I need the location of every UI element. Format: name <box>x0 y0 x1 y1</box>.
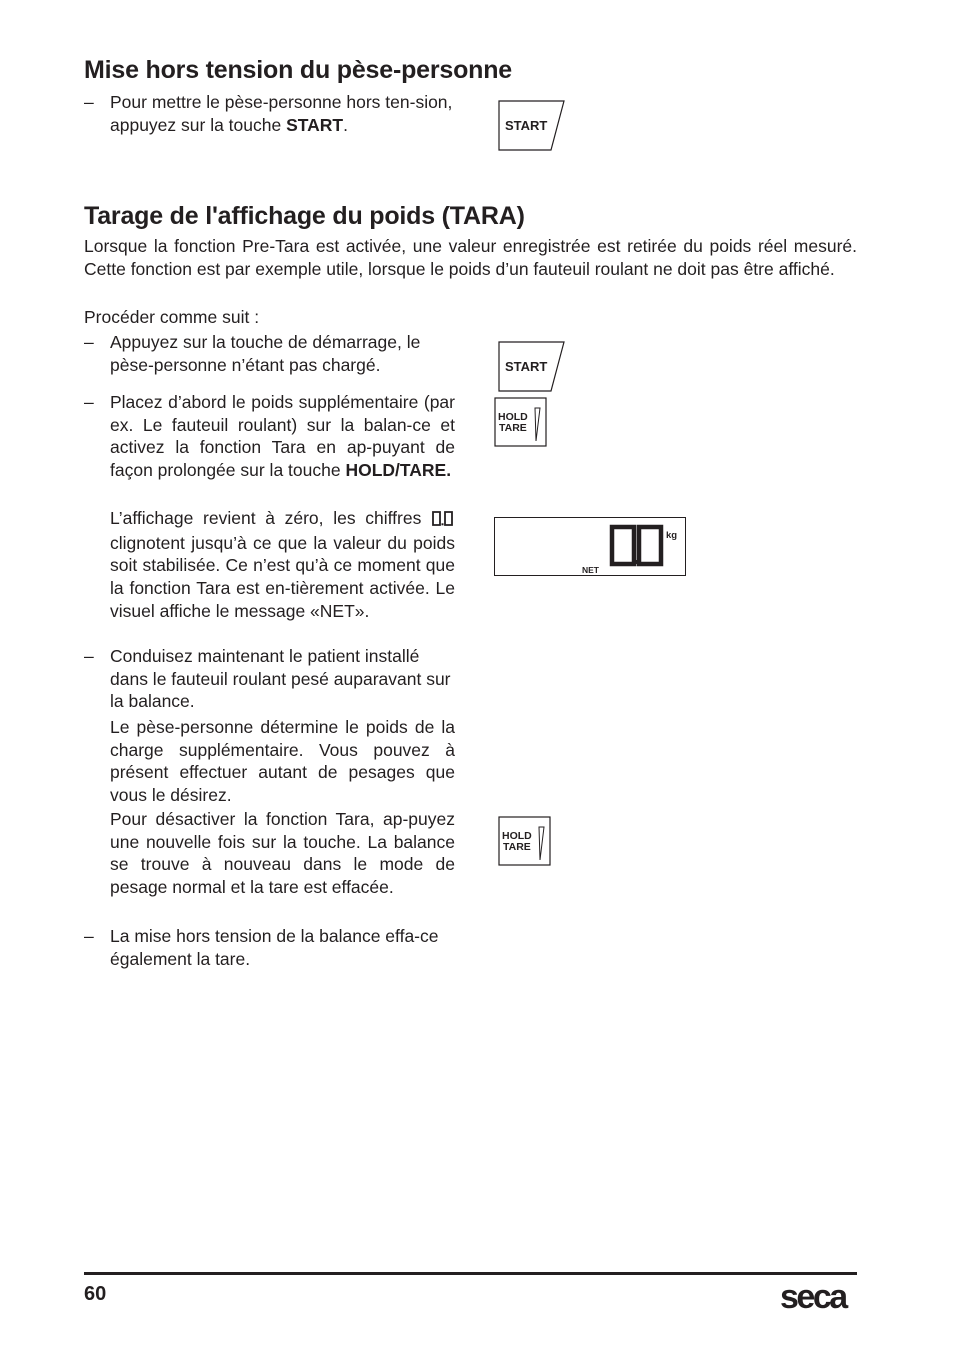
list-dash: – <box>84 332 94 352</box>
hold-key-label: HOLD <box>498 411 528 423</box>
proceed-text: Procéder comme suit : <box>84 307 260 327</box>
list-item-step-3 <box>84 645 455 713</box>
list-item-period: . <box>343 114 348 135</box>
list-dash: – <box>84 392 94 412</box>
brand-text: seca <box>780 1278 846 1312</box>
tare-key-label: TARE <box>503 841 531 853</box>
list-item-power-off <box>84 91 455 136</box>
hold-tare-key-icon <box>498 816 552 868</box>
display-net-indicator: NET <box>582 565 599 575</box>
hold-tare-key-icon <box>494 397 548 449</box>
list-item-text: Conduisez maintenant le patient installé dans le fauteuil roulant pesé auparavant sur la balance. <box>110 646 451 712</box>
start-key-label: START <box>505 359 548 374</box>
hold-key-label: HOLD <box>502 830 532 842</box>
seca-logo <box>780 1276 858 1317</box>
inline-display-digits <box>431 509 455 532</box>
list-item-step-4 <box>84 925 455 970</box>
note-text-after: clignotent jusqu’à ce que la valeur du poids soit stabilisée. Ce n’est qu’à ce moment que la fonction Tara est en-tièrement activée. Le visuel affiche le message «NET». <box>110 532 455 621</box>
list-dash: – <box>84 646 94 666</box>
list-dash: – <box>84 92 94 112</box>
list-item-bold: START <box>286 114 344 135</box>
list-item-step-2 <box>84 391 455 482</box>
scale-display <box>494 517 686 576</box>
start-key-icon <box>498 341 568 393</box>
step-2-note <box>110 507 455 623</box>
footer-rule <box>84 1272 857 1275</box>
note-text-before: L’affichage revient à zéro, les chiffres <box>110 508 431 528</box>
list-item-text: Pour mettre le pèse-personne hors ten-sion, appuyez sur la touche <box>110 92 453 135</box>
list-item-text: Placez d’abord le poids supplémentaire (par ex. Le fauteuil roulant) sur la balan-ce et activez la fonction Tara en ap-puyant de façon prolongée sur la touche <box>110 392 455 481</box>
tare-key-label: TARE <box>499 422 527 434</box>
start-key-icon <box>498 100 568 152</box>
intro-paragraph: Lorsque la fonction Pre-Tara est activée, une valeur enregistrée est retirée du poids réel mesuré. Cette fonction est par exemple utile, lorsque le poids d’un fauteuil roulant ne doit pas être affiché. <box>84 236 857 279</box>
list-dash: – <box>84 926 94 946</box>
list-item-bold: HOLD/TARE. <box>345 460 452 481</box>
list-item-text: La mise hors tension de la balance effa-ce également la tare. <box>110 926 439 969</box>
step-3-note-2: Pour désactiver la fonction Tara, ap-puyez une nouvelle fois sur la touche. La balance se trouve à nouveau dans le mode de pesage normal et la tare est effacée. <box>110 809 455 898</box>
display-unit: kg <box>666 530 678 541</box>
list-item-text: Appuyez sur la touche de démarrage, le pèse-personne n’étant pas chargé. <box>110 332 421 375</box>
list-item-step-1 <box>84 331 455 376</box>
section-heading-power-off: Mise hors tension du pèse-personne <box>84 56 513 84</box>
step-3-note-1: Le pèse-personne détermine le poids de la charge supplémentaire. Vous pouvez à présent effectuer autant de pesages que vous le désirez. <box>110 717 455 806</box>
start-key-label: START <box>505 118 548 133</box>
section-heading-tare: Tarage de l'affichage du poids (TARA) <box>84 202 525 230</box>
page-number: 60 <box>84 1283 107 1305</box>
